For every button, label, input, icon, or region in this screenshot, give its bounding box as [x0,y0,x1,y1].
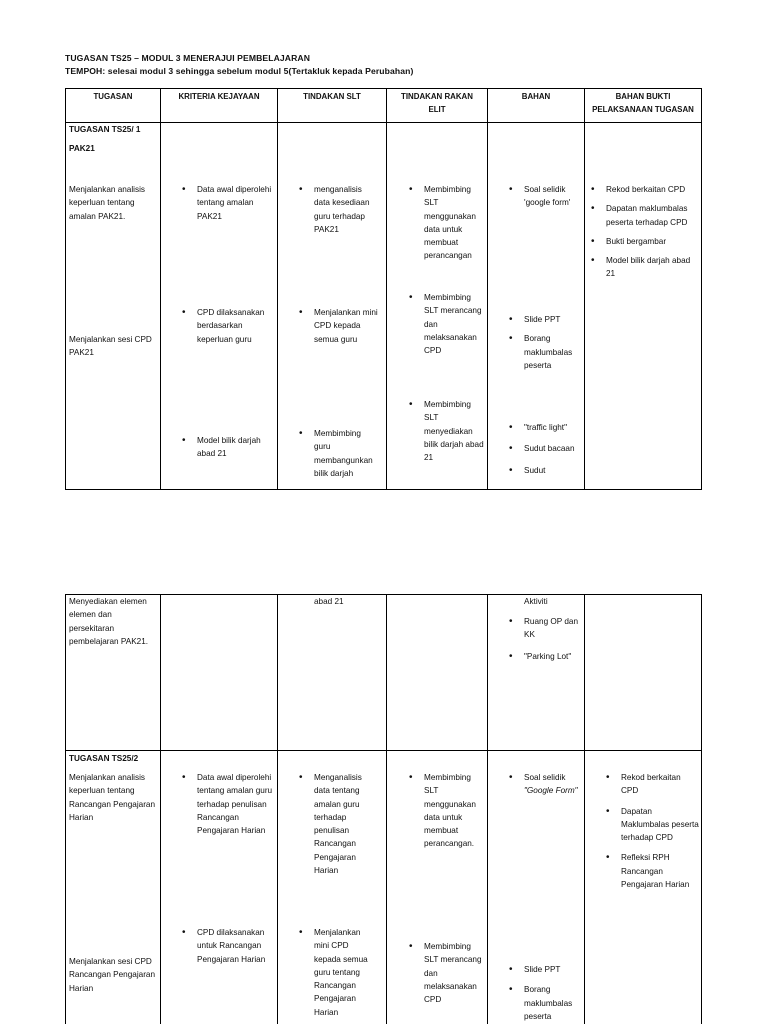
slt-list-2b [297,926,377,1019]
slt-list-1b [297,306,379,346]
list-item: • Sudut bacaan [507,442,583,455]
list-item: • CPD dilaksanakan untuk Rancangan Pengajaran Harian [180,926,276,966]
list-item: • Dapatan Maklumbalas peserta terhadap CPD [604,805,700,845]
list-item: • Model bilik darjah abad 21 [589,254,701,281]
header-tugasan: TUGASAN [93,92,133,101]
list-item: • Menjalankan mini CPD kepada semua guru tentang Rancangan Pengajaran Harian [297,926,377,1019]
list-item: • Soal selidik 'google form' [507,183,579,210]
bahan-list-1b [507,313,579,372]
kriteria-list-2a [180,771,276,837]
list-item: • Bukti bergambar [589,235,701,248]
task-elemen-pak21: Menyediakan elemen elemen dan persekitaran pembelajaran PAK21. [69,597,149,646]
list-item: • Membimbing SLT menggunakan data untuk membuat perancangan [407,183,487,263]
list-item: • Borang maklumbalas peserta [507,983,583,1023]
task-analisis-pak21: Menjalankan analisis keperluan tentang amalan PAK21. [69,185,146,221]
header-kriteria: KRITERIA KEJAYAAN [178,92,260,101]
list-item: • Menjalankan mini CPD kepada semua guru [297,306,379,346]
list-item: • Slide PPT [507,313,579,326]
list-item: • Slide PPT [507,963,583,976]
header-tindakan-slt: TINDAKAN SLT [303,92,361,101]
list-item: • Menganalisis data tentang amalan guru terhadap penulisan Rancangan Pengajaran Harian [297,771,377,877]
kriteria-list-1c [180,434,276,461]
tugasan-ts25-1-sub: PAK21 [69,144,95,153]
task-cpd-rph: Menjalankan sesi CPD Rancangan Pengajaran Harian [69,957,156,993]
kriteria-list-2b [180,926,276,966]
kriteria-list-1a [180,183,276,223]
list-item: • "Parking Lot" [507,650,583,663]
list-item: • Rekod berkaitan CPD [604,771,700,798]
list-item: • Membimbing guru membangunkan bilik darjah [297,427,379,480]
list-item: • Membimbing SLT merancang dan melaksanakan CPD [407,940,487,1006]
list-item: • Sudut [507,464,583,477]
list-item: • Ruang OP dan KK [507,615,583,642]
header-rakan-elit: TINDAKAN RAKAN ELIT [401,92,473,115]
list-item: • "traffic light" [507,421,583,434]
elit-list-2b [407,940,487,1006]
list-item: • Rekod berkaitan CPD [589,183,701,196]
slt-list-1c [297,427,379,480]
elit-list-2a [407,771,487,851]
bahan-list-2b [507,771,583,798]
slt-continuation: abad 21 [314,597,344,606]
list-item: • Data awal diperolehi tentang amalan guru terhadap penulisan Rancangan Pengajaran Harian [180,771,276,837]
elit-list-1c [407,398,487,464]
list-item: • Membimbing SLT menggunakan data untuk membuat perancangan. [407,771,487,851]
bahan-list-2a [507,615,583,663]
elit-list-1b [407,291,487,357]
list-item: • Data awal diperolehi tentang amalan PAK21 [180,183,276,223]
list-item: • Refleksi RPH Rancangan Pengajaran Harian [604,851,700,891]
list-item: • Membimbing SLT menyediakan bilik darjah abad 21 [407,398,487,464]
list-item: • Borang maklumbalas peserta [507,332,579,372]
bukti-list-1 [589,183,701,281]
document-title: TUGASAN TS25 – MODUL 3 MENERAJUI PEMBELAJARAN [65,53,310,63]
kriteria-list-1b [180,306,276,346]
tempoh-line: TEMPOH: selesai modul 3 sehingga sebelum modul 5(Tertakluk kepada Perubahan) [65,66,414,76]
bahan-list-2c [507,963,583,1023]
bahan-list-1a [507,183,579,210]
header-bahan: BAHAN [521,92,551,101]
list-item: • Model bilik darjah abad 21 [180,434,276,461]
list-item: • menganalisis data kesediaan guru terhadap PAK21 [297,183,379,236]
bahan-continuation: Aktiviti [524,597,548,606]
list-item: • CPD dilaksanakan berdasarkan keperluan guru [180,306,276,346]
list-item: • Dapatan maklumbalas peserta terhadap CPD [589,202,701,229]
tugasan-ts25-2-title: TUGASAN TS25/2 [69,754,139,763]
tugasan-ts25-1-title: TUGASAN TS25/ 1 [69,125,141,134]
slt-list-2a [297,771,377,877]
task-analisis-rph: Menjalankan analisis keperluan tentang Rancangan Pengajaran Harian [69,773,156,822]
header-bahan-bukti: BAHAN BUKTI PELAKSANAAN TUGASAN [592,92,694,115]
list-item: • Membimbing SLT merancang dan melaksanakan CPD [407,291,487,357]
elit-list-1a [407,183,487,263]
list-item: • Soal selidik "Google Form" [507,771,583,798]
bahan-list-1c [507,421,583,477]
task-cpd-pak21: Menjalankan sesi CPD PAK21 [69,335,152,358]
slt-list-1a [297,183,379,236]
bukti-list-2 [604,771,700,891]
